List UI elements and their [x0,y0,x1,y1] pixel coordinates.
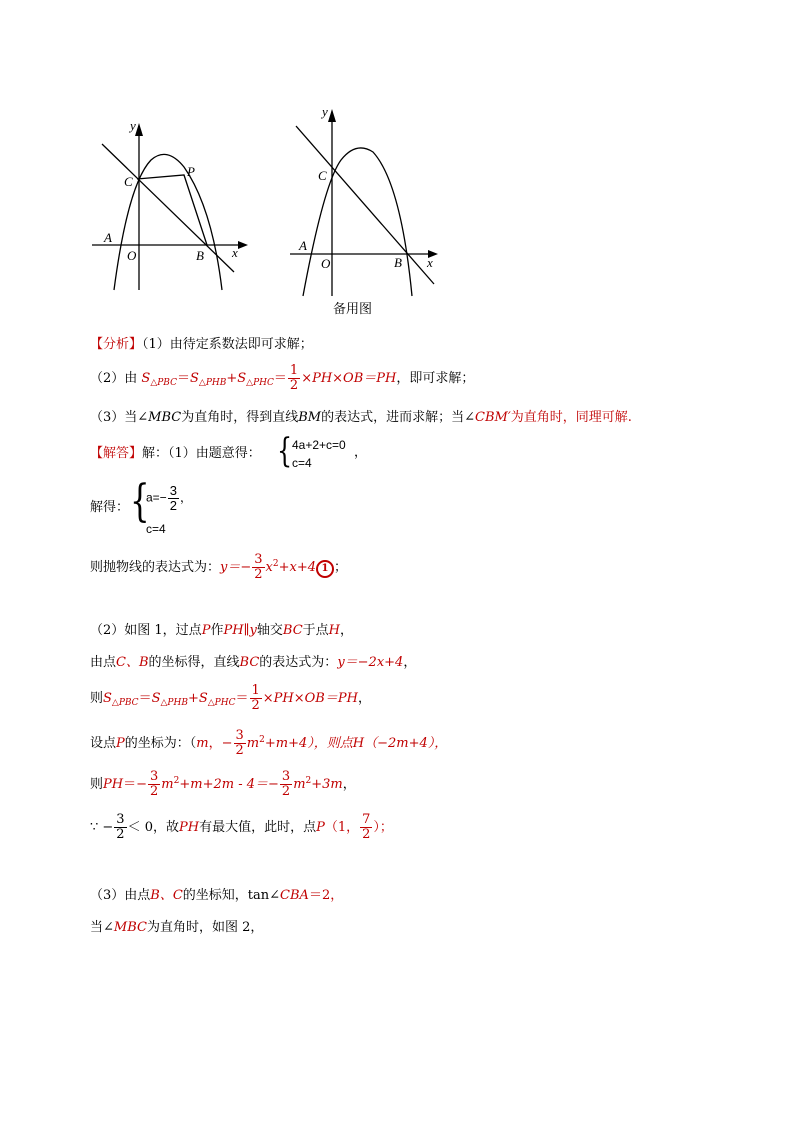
fig1-label-y: y [130,118,136,133]
figure-1 [88,112,258,292]
fig1-label-p: P [187,164,195,179]
part2-line-4: 设点P的坐标为：（m，− $\frac{3}{2}$ $m^2+m+4$），则点H（−2m+4）， [90,728,448,758]
part2-line-2: 由点C、B的坐标得，直线BC的表达式为：y＝−2x+4， [90,655,417,670]
analysis-line-2: （2）由 $S_{\triangle PBC}=S_{\triangle PHB}+S_{\triangle PHC}=$ $\frac{1}{2}$ ×PH×OB＝PH，即可求解； [90,363,475,393]
fig2-label-x: x [427,255,433,270]
part2-line-5: 则PH＝− $\frac{3}{2}$ $m^2+m+2m - 4=-$ $\frac{3}{2}$ $m^2+3m$， [90,769,356,799]
fig1-label-c: C [124,174,133,189]
line-cp-pb [137,175,207,245]
part3-line-2: 当∠MBC为直角时，如图 2， [90,920,264,935]
fig2-label-b: B [394,255,402,270]
fig1-label-a: A [104,230,112,245]
page: y x A B C O P y x A B C O 备用图 【分析】（1）由待定系数法即可求解； （2）由 $S_{\triangle PBC}=S_{\triangle PHB}+S_{\triangle PHC}=$ $\frac{1}{2}$ ×PH×OB＝PH，即可求解； （3）当∠MBC为直角时，得到直线BM的表达式，进而求解；当∠CBM′为直角时，同理可解. 【解答】解：（1）由题意得： { 4a+2+c=0 c=4 ， 解得： { a=− $\frac{3}{2}$ ， c=4 则抛物线的表达式为：y＝− $\frac{3}{2}$ $x^2+x+4$ 1 ； （2）如图 1，过点P作PH∥y轴交BC于点H， 由点C、B的坐标得，直线BC的表达式为：y＝−2x+4， 则$S_{\triangle PBC}=S_{\triangle PHB}+S_{\triangle PHC}=$ $\frac{1}{2}$ ×PH×OB＝PH， 设点P的坐标为：（m，− $\frac{3}{2}$ $m^2+m+4$），则点H（−2m+4）， 则PH＝− $\frac{3}{2}$ $m^2+m+2m - 4=-$ $\frac{3}{2}$ $m^2+3m$， ∵ − $\frac{3}{2}$ ＜ 0，故PH有最大值，此时，点P（1， $\frac{7}{2}$ ）； （3）由点B、C的坐标知，tan∠CBA＝2， 当∠MBC为直角时，如图 2， [0,0,794,1123]
fig2-label-a: A [299,238,307,253]
part3-line-1: （3）由点B、C的坐标知，tan∠CBA＝2， [90,888,344,903]
fig2-label-c: C [318,168,327,183]
fig1-label-o: O [127,248,137,263]
line-bc [296,126,434,284]
solution-expression: 则抛物线的表达式为：y＝− $\frac{3}{2}$ $x^2+x+4$ 1 ； [90,552,348,582]
solution-tag: 【解答】 [90,446,143,461]
analysis-line-1: 【分析】（1）由待定系数法即可求解； [90,337,313,352]
analysis-tag: 【分析】 [90,337,143,352]
fig1-label-b: B [196,248,204,263]
fig2-label-o: O [321,256,331,271]
fig2-label-y: y [322,104,328,119]
figure-2 [286,98,446,303]
fig1-label-x: x [232,245,238,260]
part2-line-3: 则$S_{\triangle PBC}=S_{\triangle PHB}+S_{\triangle PHC}=$ $\frac{1}{2}$ ×PH×OB＝PH， [90,683,371,713]
solve-label: 解得： [90,500,130,515]
part2-line-1: （2）如图 1，过点P作PH∥y轴交BC于点H， [90,623,354,638]
analysis-line-3: （3）当∠MBC为直角时，得到直线BM的表达式，进而求解；当∠CBM′为直角时，同理可解. [90,410,632,425]
line-bc [102,144,234,272]
solution-line-1: 【解答】解：（1）由题意得： [90,446,261,461]
part2-line-6: ∵ − $\frac{3}{2}$ ＜ 0，故PH有最大值，此时，点P（1， $\frac{7}{2}$ ）； [90,812,393,842]
figure-2-caption: 备用图 [333,302,373,317]
